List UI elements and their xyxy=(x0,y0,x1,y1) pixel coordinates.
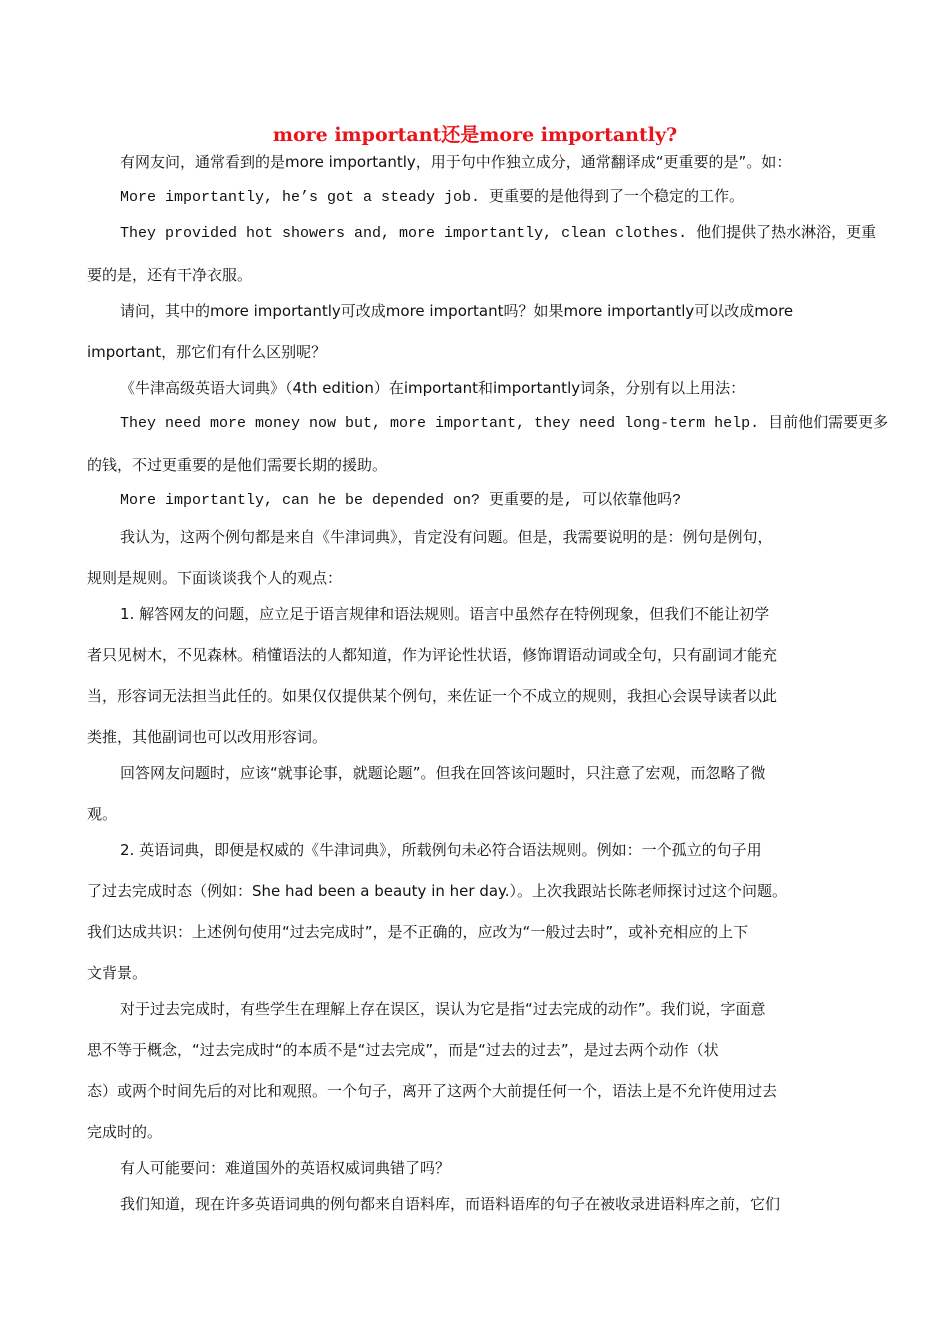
paragraph-line: 有人可能要问：难道国外的英语权威词典错了吗？ xyxy=(120,1159,451,1177)
paragraph-line: 了过去完成时态（例如：She had been a beauty in her day.）。上次我跟站长陈老师探讨过这个问题。 xyxy=(87,882,788,900)
paragraph-line: 观。 xyxy=(87,805,118,823)
paragraph-line: 我们达成共识：上述例句使用“过去完成时”，是不正确的，应改为“一般过去时”，或补充相应的上下 xyxy=(87,923,749,941)
paragraph-line: 要的是，还有干净衣服。 xyxy=(87,266,253,284)
document-title: more important还是more importantly? xyxy=(272,124,678,146)
paragraph-line: More importantly, he’s got a steady job. 更重要的是他得到了一个稳定的工作。 xyxy=(120,189,745,206)
paragraph-line: 回答网友问题时，应该“就事论事，就题论题”。但我在回答该问题时，只注意了宏观，而忽略了微 xyxy=(120,764,766,782)
paragraph-line: 我认为，这两个例句都是来自《牛津词典》，肯定没有问题。但是，我需要说明的是：例句是例句， xyxy=(120,528,773,546)
paragraph-line: 1. 解答网友的问题，应立足于语言规律和语法规则。语言中虽然存在特例现象，但我们不能让初学 xyxy=(120,605,770,623)
paragraph-line: 2. 英语词典，即便是权威的《牛津词典》，所载例句未必符合语法规则。例如：一个孤立的句子用 xyxy=(120,841,762,859)
paragraph-line: 对于过去完成时，有些学生在理解上存在误区，误认为它是指“过去完成的动作”。我们说，字面意 xyxy=(120,1000,766,1018)
paragraph-line: 我们知道，现在许多英语词典的例句都来自语料库，而语料语库的句子在被收录进语料库之前，它们 xyxy=(120,1195,781,1213)
paragraph-line: 态）或两个时间先后的对比和观照。一个句子，离开了这两个大前提任何一个，语法上是不允许使用过去 xyxy=(87,1082,778,1100)
paragraph-line: 规则是规则。下面谈谈我个人的观点： xyxy=(87,569,343,587)
paragraph-line: 类推，其他副词也可以改用形容词。 xyxy=(87,728,328,746)
paragraph-line: important，那它们有什么区别呢？ xyxy=(87,343,327,361)
paragraph-line: 请问，其中的more importantly可改成more important吗？如果more importantly可以改成more xyxy=(120,302,794,320)
paragraph-line: More importantly, can he be depended on? 更重要的是, 可以依靠他吗? xyxy=(120,492,682,509)
paragraph-line: 完成时的。 xyxy=(87,1123,163,1141)
paragraph-line: 者只见树木，不见森林。稍懂语法的人都知道，作为评论性状语，修饰谓语动词或全句，只有副词才能充 xyxy=(87,646,778,664)
paragraph-line: They need more money now but, more important, they need long-term help. 目前他们需要更多 xyxy=(120,415,889,432)
paragraph-line: 思不等于概念，“过去完成时“的本质不是“过去完成”，而是“过去的过去”，是过去两个动作（状 xyxy=(87,1041,719,1059)
paragraph-line: 有网友问，通常看到的是more importantly，用于句中作独立成分，通常翻译成“更重要的是”。如： xyxy=(120,153,792,171)
paragraph-line: They provided hot showers and, more importantly, clean clothes. 他们提供了热水淋浴，更重 xyxy=(120,225,877,242)
paragraph-line: 文背景。 xyxy=(87,964,148,982)
paragraph-line: 《牛津高级英语大词典》（4th edition）在important和importantly词条，分别有以上用法： xyxy=(120,379,746,397)
paragraph-line: 当，形容词无法担当此任的。如果仅仅提供某个例句，来佐证一个不成立的规则，我担心会误导读者以此 xyxy=(87,687,778,705)
paragraph-line: 的钱，不过更重要的是他们需要长期的援助。 xyxy=(87,456,388,474)
